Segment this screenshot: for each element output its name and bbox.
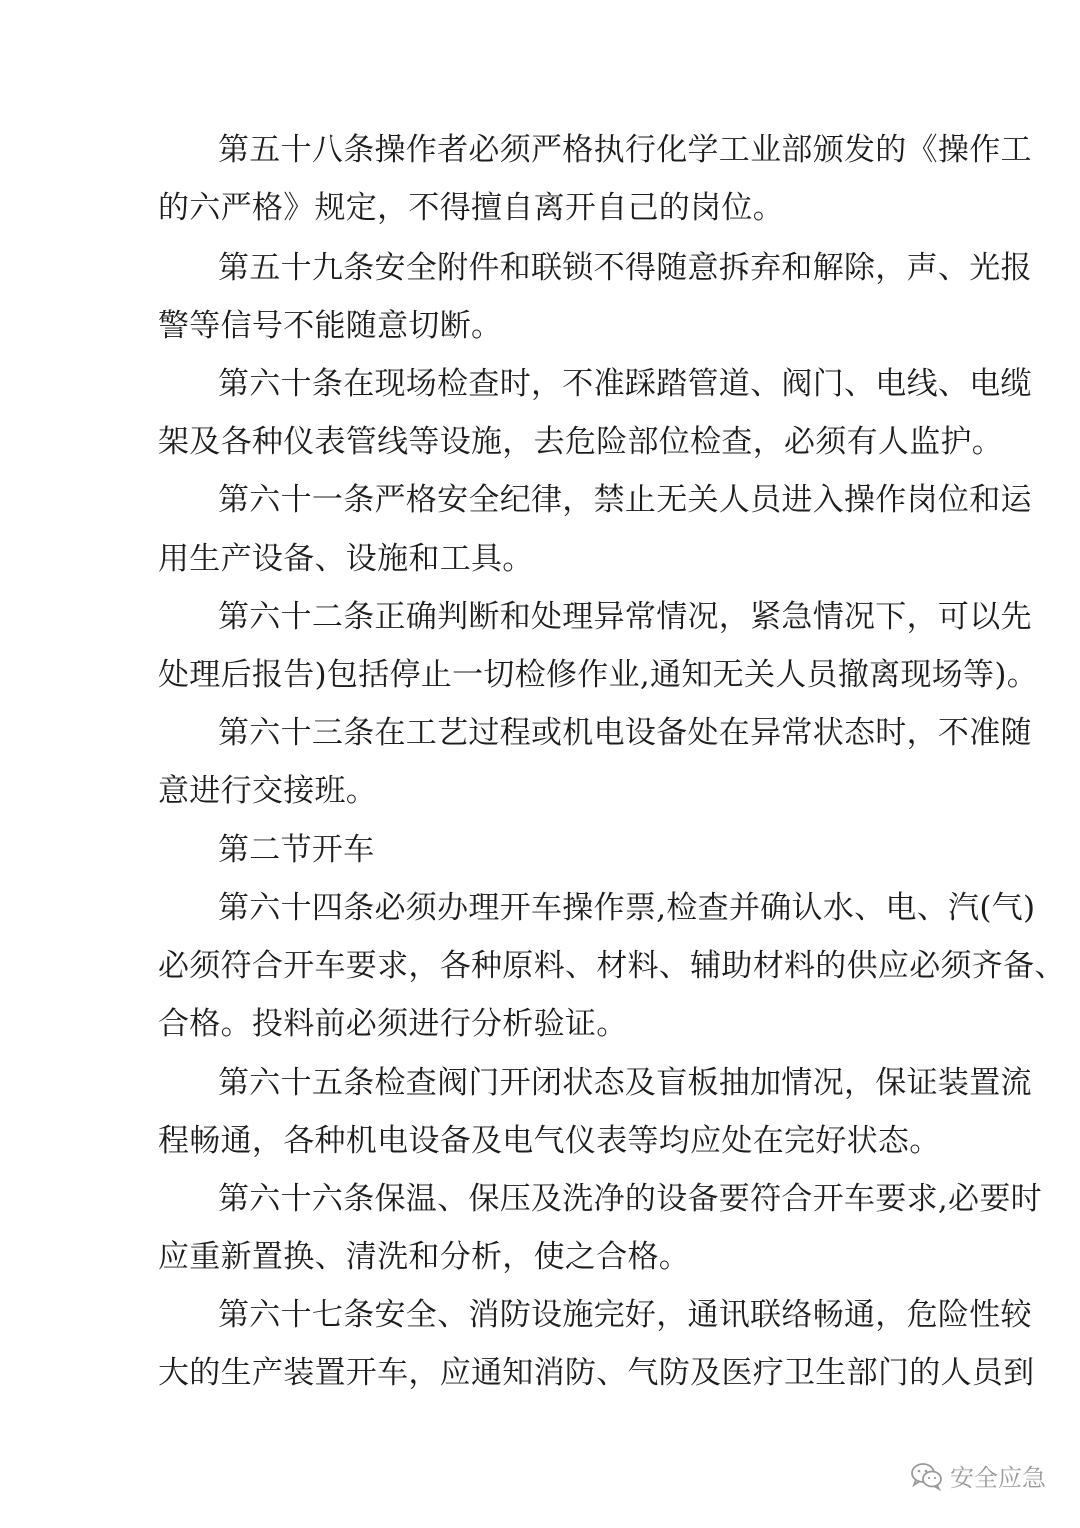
text-line: 第六十四条必须办理开车操作票,检查并确认水、电、汽(气) — [218, 890, 1036, 926]
section-heading: 第二节开车 — [218, 832, 375, 868]
text-line: 第六十条在现场检查时，不准踩踏管道、阀门、电线、电缆 — [218, 366, 1032, 402]
text-line: 第六十一条严格安全纪律，禁止无关人员进入操作岗位和运 — [218, 482, 1032, 518]
text-line: 警等信号不能随意切断。 — [158, 308, 503, 344]
text-line: 大的生产装置开车，应通知消防、气防及医疗卫生部门的人员到 — [158, 1355, 1035, 1391]
text-line: 应重新置换、清洗和分析，使之合格。 — [158, 1239, 691, 1275]
text-line: 必须符合开车要求，各种原料、材料、辅助材料的供应必须齐备、 — [158, 948, 1066, 984]
text-line: 的六严格》规定，不得擅自离开自己的岗位。 — [158, 190, 784, 226]
text-line: 处理后报告)包括停止一切检修作业,通知无关人员撤离现场等)。 — [158, 657, 1039, 693]
text-line: 第六十二条正确判断和处理异常情况，紧急情况下，可以先 — [218, 599, 1032, 635]
text-line: 第五十九条安全附件和联锁不得随意拆弃和解除，声、光报 — [218, 250, 1032, 286]
text-line: 第六十三条在工艺过程或机电设备处在异常状态时，不准随 — [218, 715, 1032, 751]
text-line: 意进行交接班。 — [158, 773, 378, 809]
watermark — [910, 1458, 1046, 1493]
text-line: 第六十七条安全、消防设施完好，通讯联络畅通，危险性较 — [218, 1297, 1032, 1333]
text-line: 合格。投料前必须进行分析验证。 — [158, 1006, 628, 1042]
text-line: 第六十五条检查阀门开闭状态及盲板抽加情况，保证装置流 — [218, 1065, 1032, 1101]
wechat-icon — [910, 1461, 944, 1491]
watermark-label: 安全应急 — [950, 1464, 1046, 1492]
text-line: 程畅通，各种机电设备及电气仪表等均应处在完好状态。 — [158, 1123, 941, 1159]
text-line: 用生产设备、设施和工具。 — [158, 541, 534, 577]
text-line: 第五十八条操作者必须严格执行化学工业部颁发的《操作工 — [218, 132, 1032, 168]
text-line: 架及各种仪表管线等设施，去危险部位检查，必须有人监护。 — [158, 424, 1004, 460]
text-line: 第六十六条保温、保压及洗净的设备要符合开车要求,必要时 — [218, 1181, 1042, 1217]
